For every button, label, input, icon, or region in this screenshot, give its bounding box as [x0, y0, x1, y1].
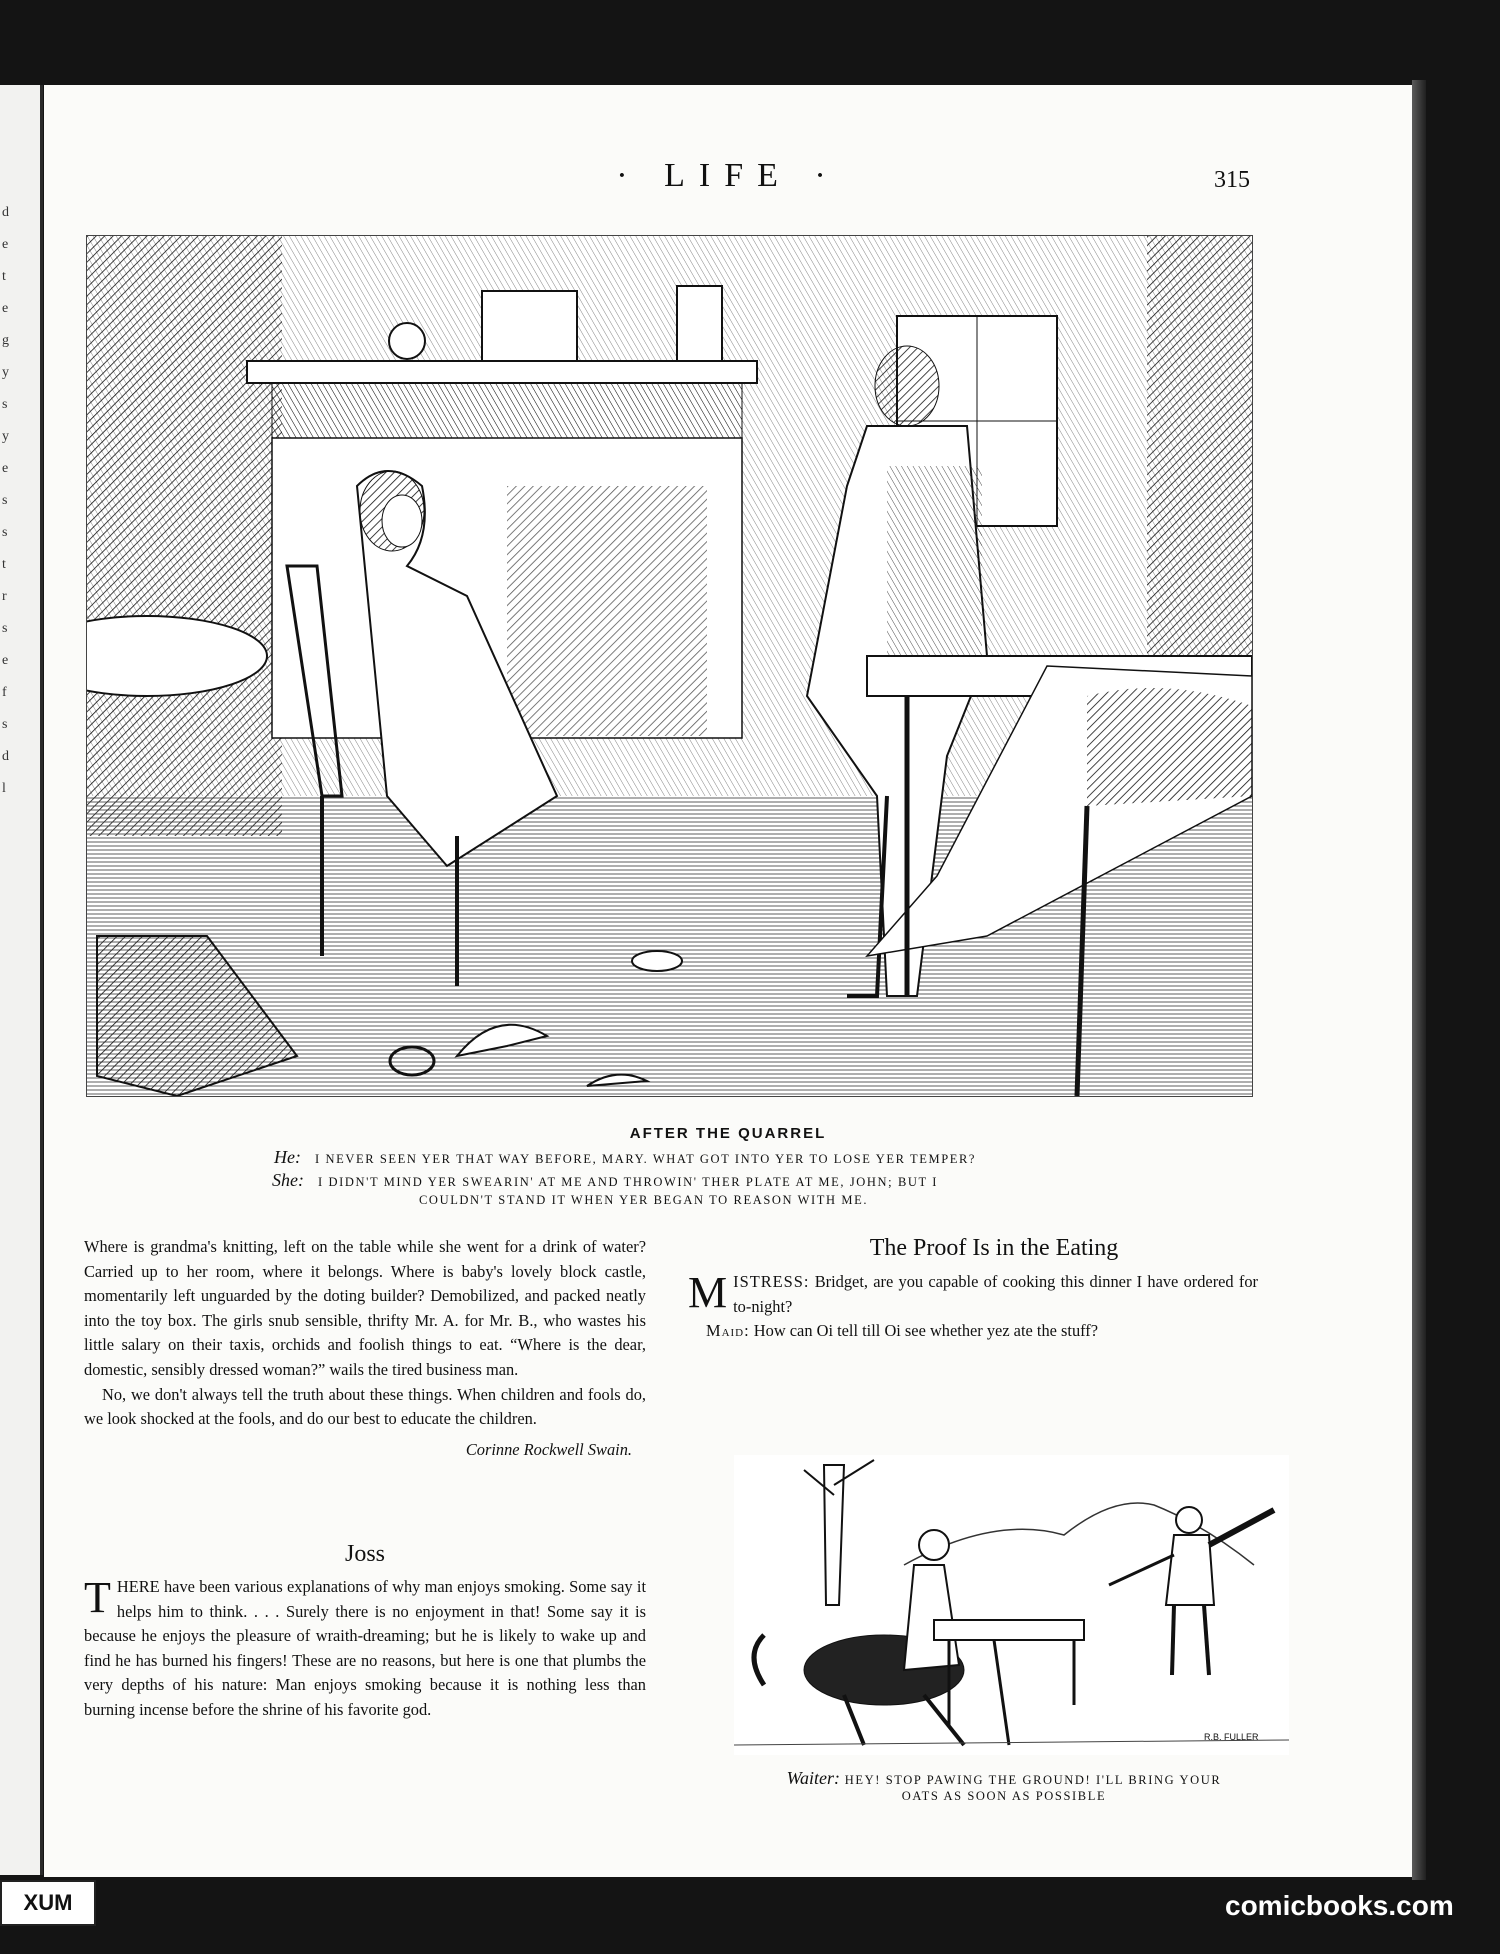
previous-page-letter: t: [2, 269, 6, 284]
maid-line: [688, 1319, 1258, 1344]
article-paragraph: No, we don't always tell the truth about these things. When children and fools do, we look shocked at the fools, and do our best to educate the children.: [84, 1384, 646, 1429]
magazine-page: [44, 85, 1412, 1877]
joss-article: [84, 1575, 646, 1723]
previous-page-letter: l: [2, 781, 6, 796]
previous-page-letter: e: [2, 461, 9, 476]
masthead-dot-left: ·: [616, 157, 642, 194]
left-column-article: [84, 1235, 646, 1462]
previous-page-letter: s: [2, 397, 8, 412]
waiter-speaker: Waiter:: [786, 1768, 840, 1788]
previous-page-letter: s: [2, 493, 8, 508]
waiter-line-1: HEY! STOP PAWING THE GROUND! I'LL BRING YOUR: [844, 1773, 1222, 1787]
mistress-line: [688, 1270, 1258, 1319]
joss-drop-cap: T: [84, 1573, 111, 1622]
masthead: [44, 157, 1412, 195]
previous-page-letter: f: [2, 685, 7, 700]
caption-speaker: She:: [272, 1170, 304, 1190]
mistress-text: Bridget, are you capable of cooking this dinner I have ordered for to-night?: [733, 1272, 1258, 1316]
proof-drop-cap: M: [688, 1268, 728, 1317]
site-watermark: comicbooks.com: [1225, 1890, 1454, 1921]
centaur-illustration: [734, 1455, 1289, 1755]
previous-page-letter: g: [2, 333, 9, 348]
previous-page-letter: t: [2, 557, 6, 572]
proof-title: The Proof Is in the Eating: [869, 1235, 1119, 1261]
masthead-dot-right: ·: [814, 157, 840, 194]
xum-tag: XUM: [0, 1880, 96, 1926]
article-paragraph: Where is grandma's knitting, left on the table while she went for a drink of water? Carried up to her room, where it belongs. Where is baby's lovely block castle, momentarily left unguarded by the doting builder? Demobilized, and packed neatly into the toy box. The girls snub sensible, thrifty Mr. A. for Mr. B., who wastes his little salary on their taxis, orchids and foolish things to eat. “Where is the dear, domestic, sensibly dressed woman?” wails the tired business man.: [84, 1237, 646, 1379]
maid-speaker: Maid:: [706, 1321, 750, 1341]
caption-text: I NEVER SEEN YER THAT WAY BEFORE, MARY. WHAT GOT INTO YER TO LOSE YER TEMPER?: [314, 1152, 977, 1166]
caption-line-she: [272, 1170, 938, 1191]
caption-speaker: He:: [274, 1147, 301, 1167]
joss-title: Joss: [344, 1541, 386, 1567]
artist-signature: R.B. FULLER: [1204, 1732, 1259, 1742]
previous-page-letter: d: [2, 205, 9, 220]
proof-dialogue: [688, 1270, 1258, 1344]
previous-page-letter: r: [2, 589, 7, 604]
previous-page-letter: s: [2, 717, 8, 732]
previous-page-letter: y: [2, 429, 9, 444]
byline: Corinne Rockwell Swain.: [465, 1439, 632, 1459]
page-edge-shadow: [1412, 80, 1426, 1880]
previous-page-letter: e: [2, 301, 9, 316]
caption-text: I DIDN'T MIND YER SWEARIN' AT ME AND THROWIN' THER PLATE AT ME, JOHN; BUT I: [317, 1175, 939, 1189]
previous-page-edge: [0, 85, 43, 1875]
caption-text: COULDN'T STAND IT WHEN YER BEGAN TO REASON WITH ME.: [419, 1193, 869, 1207]
previous-page-letter: d: [2, 749, 9, 764]
quarrel-illustration: [86, 235, 1253, 1097]
illustration-caption-title: AFTER THE QUARREL: [629, 1125, 827, 1142]
waiter-line-2: OATS AS SOON AS POSSIBLE: [901, 1789, 1107, 1803]
waiter-caption: [694, 1768, 1314, 1804]
joss-text: HERE have been various explanations of why man enjoys smoking. Some say it helps him to think. . . . Surely there is no enjoyment in that! Some say it is because he enjoys the pleasure of wraith-dreaming; but he is likely to wake up and find he has burned his fingers! These are no reasons, but here is one that plumbs the very depths of his nature: Man enjoys smoking because it is nothing less than burning incense before the shrine of his favorite god.: [84, 1577, 646, 1719]
masthead-title: LIFE: [664, 157, 792, 194]
page-number: 315: [1214, 167, 1250, 193]
previous-page-letter: s: [2, 525, 8, 540]
previous-page-letter: e: [2, 237, 9, 252]
mistress-speaker: ISTRESS:: [733, 1272, 810, 1291]
caption-line-he: [274, 1147, 976, 1168]
previous-page-letter: e: [2, 653, 9, 668]
previous-page-letter: s: [2, 621, 8, 636]
maid-text: How can Oi tell till Oi see whether yez ate the stuff?: [753, 1321, 1099, 1341]
caption-line-she-cont: [419, 1193, 868, 1208]
previous-page-letter: y: [2, 365, 9, 380]
